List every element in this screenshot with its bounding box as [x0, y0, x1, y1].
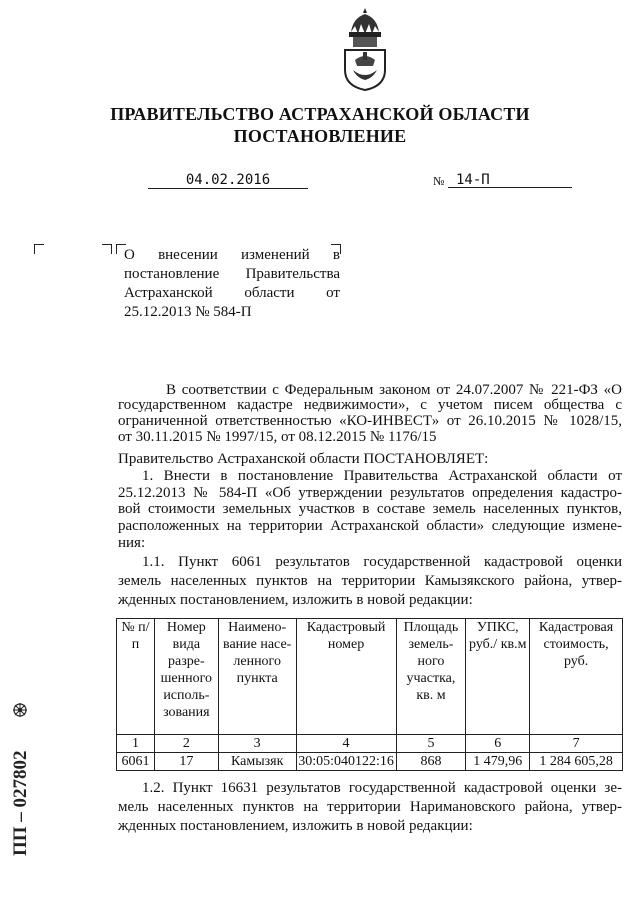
header-cell-cadastral-value: Кадастровая стоимость, руб.	[530, 619, 623, 735]
index-cell: 1	[117, 735, 155, 753]
government-title: ПРАВИТЕЛЬСТВО АСТРАХАНСКОЙ ОБЛАСТИ	[110, 104, 530, 124]
header-cell-settlement: Наимено-вание насе-ленного пункта	[218, 619, 296, 735]
preamble-line-4: от 30.11.2015 № 1997/15, от 08.12.2015 № 1176/15	[118, 429, 437, 445]
number-label: №	[433, 174, 445, 188]
item12-line-1: 1.2. Пункт 16631 результатов государственной кадастровой оценки зе-	[142, 780, 622, 796]
serial-number-text: ПП – 027802	[10, 750, 31, 856]
preamble-line-3: ограниченной ответственностью «КО-ИНВЕСТ» от 26.10.2015 № 1028/15,	[118, 413, 622, 429]
table-cell: Камызяк	[218, 753, 296, 771]
cadastral-value-table	[116, 618, 623, 771]
star-ornament-icon	[13, 703, 27, 717]
index-cell: 6	[466, 735, 530, 753]
bracket-corner-top-right-a	[102, 244, 112, 254]
header-cell-area: Площадь земель-ного участка, кв. м	[396, 619, 466, 735]
table-index-row	[117, 735, 623, 753]
header-cell-upks: УПКС, руб./ кв.м	[466, 619, 530, 735]
item11-line-1: 1.1. Пункт 6061 результатов государственной кадастровой оценки	[142, 554, 622, 570]
header-cell-use-type: Номер вида разре-шенного исполь-зования	[154, 619, 218, 735]
table-cell: 1 284 605,28	[530, 753, 623, 771]
item1-line-4: расположенных на территории Астраханской области» следующие измене-	[118, 518, 622, 534]
table-cell: 30:05:040122:16	[296, 753, 396, 771]
item1-line-3: вой стоимости земельных участков в составе земель населенных пунктов,	[118, 501, 622, 517]
coat-of-arms-emblem	[341, 6, 389, 92]
document-subject: О внесении изменений в постановление Правительства Астраханской области от 25.12.2013 № 584-П	[124, 247, 340, 320]
bracket-corner-top-left	[34, 244, 44, 254]
preamble-line-1: В соответствии с Федеральным законом от 24.07.2007 № 221-ФЗ «О	[166, 382, 622, 398]
index-cell: 2	[154, 735, 218, 753]
date-field	[148, 172, 308, 189]
item1-line-5: ния:	[118, 535, 146, 551]
table-cell: 17	[154, 753, 218, 771]
item11-line-3: жденных постановлением, изложить в новой редакции:	[118, 592, 473, 608]
number-value: 14-П	[456, 172, 490, 188]
table-row	[117, 753, 623, 771]
index-cell: 7	[530, 735, 623, 753]
document-type-title: ПОСТАНОВЛЕНИЕ	[233, 126, 407, 146]
form-serial-stamp	[2, 700, 42, 860]
table-header-row	[117, 619, 623, 735]
item1-line-1: 1. Внести в постановление Правительства Астраханской области от	[142, 468, 622, 484]
index-cell: 4	[296, 735, 396, 753]
index-cell: 3	[218, 735, 296, 753]
item12-line-2: мель населенных пунктов на территории Наримановского района, утвер-	[118, 799, 622, 815]
resolves-line: Правительство Астраханской области ПОСТАНОВЛЯЕТ:	[118, 451, 489, 467]
number-field	[448, 172, 572, 188]
header-cell-cadastral-number: Кадастровый номер	[296, 619, 396, 735]
table-cell: 868	[396, 753, 466, 771]
date-value: 04.02.2016	[185, 172, 271, 188]
item1-line-2: 25.12.2013 № 584-П «Об утверждении результатов определения кадастро-	[118, 485, 622, 501]
index-cell: 5	[396, 735, 466, 753]
table-cell: 1 479,96	[466, 753, 530, 771]
item12-line-3: жденных постановлением, изложить в новой редакции:	[118, 818, 473, 834]
header-cell-number: № п/п	[117, 619, 155, 735]
table-cell: 6061	[117, 753, 155, 771]
preamble-line-2: государственном кадастре недвижимости», с учетом писем общества с	[118, 397, 622, 413]
item11-line-2: земель населенных пунктов на территории Камызякского района, утвер-	[118, 573, 622, 589]
